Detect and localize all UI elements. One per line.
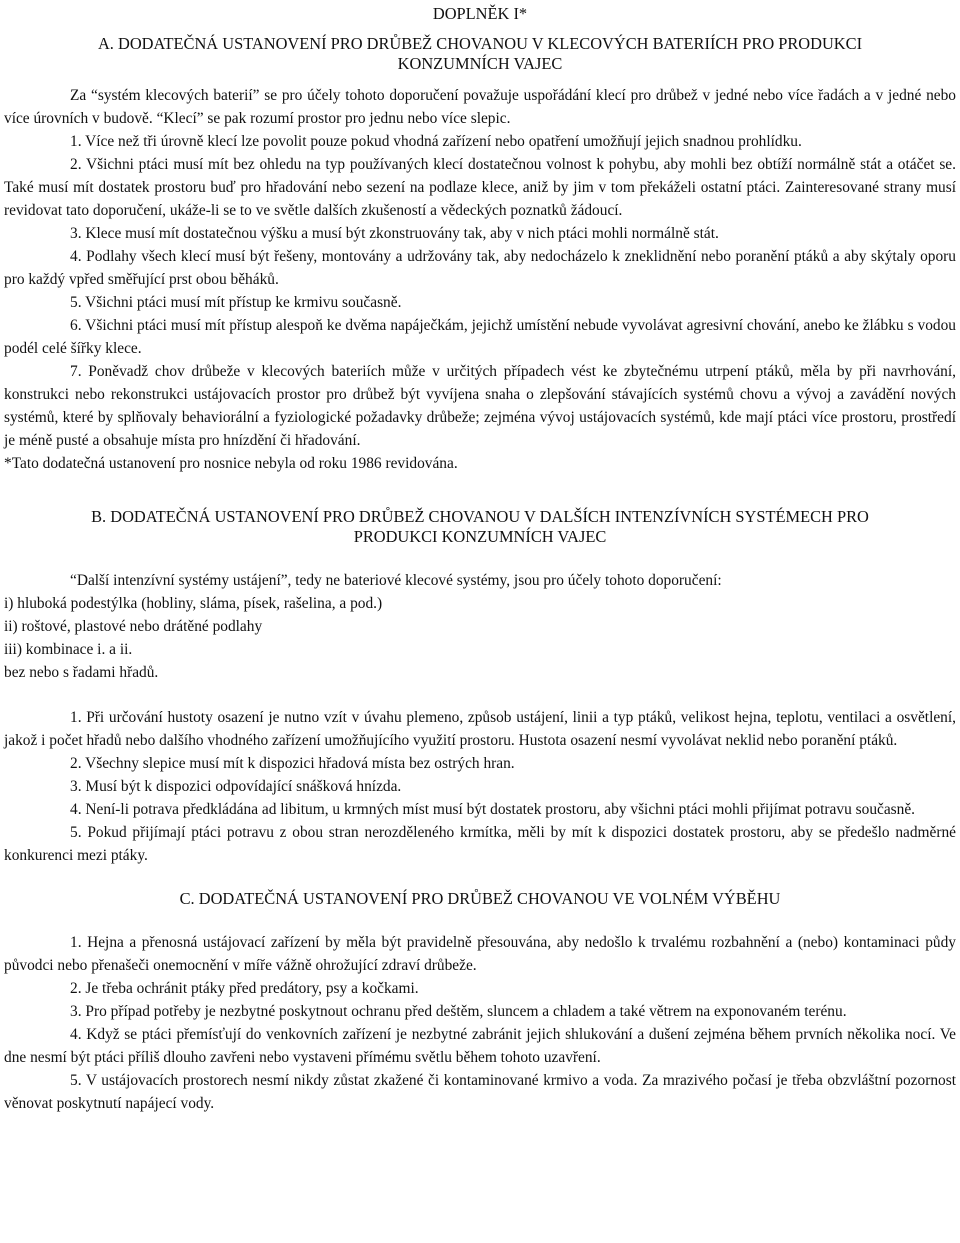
spacer — [4, 867, 956, 889]
section-a-item-4: 4. Podlahy všech klecí musí být řešeny, montovány a udržovány tak, aby nedocházelo k zneklidnění nebo poranění ptáků a aby skýtaly oporu pro každý vpřed směřující prst obou běháků. — [4, 248, 956, 288]
section-b — [4, 507, 956, 867]
section-b-list-item: bez nebo s řadami hřadů. — [4, 664, 159, 681]
section-b-item-1: 1. Při určování hustoty osazení je nutno vzít v úvahu plemeno, způsob ustájení, linii a typ ptáků, velikost hejna, teplotu, ventilaci a osvětlení, jakož i počet hřadů nebo dalšího vhodného zařízení umožňujícího využití prostoru. Hustota osazení nesmí vyvolávat neklid nebo poranění ptáků. — [4, 709, 956, 749]
spacer — [4, 909, 956, 931]
section-b-list-item: i) hluboká podestýlka (hobliny, sláma, písek, rašelina, a pod.) — [4, 595, 383, 612]
section-c-item-5: 5. V ustájovacích prostorech nesmí nikdy zůstat zkažené či kontaminované krmivo a voda. Za mrazivého počasí je třeba obzvláštní pozornost věnovat poskytnutí napájecí vody. — [4, 1072, 956, 1112]
spacer — [4, 684, 956, 706]
section-a-item-7: 7. Poněvadž chov drůbeže v klecových bateriích může v určitých případech vést ke zbytečnému utrpení ptáků, měla by při navrhování, konstrukci nebo rekonstrukci ustájovacích prostor pro drůbež být vyvíjena snaha o zlepšování stávajících systémů chovu a vývoj a zavádění nových systémů, které by splňovaly behaviorální a fyziologické požadavky drůbeže; zejména vývoj ustájovacích systémů, kde mají ptáci více prostoru, prostředí je méně pusté a obsahuje místa pro hnízdění či hřadování. — [4, 363, 956, 449]
section-b-list-item: ii) roštové, plastové nebo drátěné podlahy — [4, 618, 263, 635]
section-b-item-2: 2. Všechny slepice musí mít k dispozici hřadová místa bez ostrých hran. — [70, 755, 515, 772]
section-a-title-line2: KONZUMNÍCH VAJEC — [397, 54, 563, 73]
section-b-title-line2: PRODUKCI KONZUMNÍCH VAJEC — [353, 527, 607, 546]
section-a-intro: Za “systém klecových baterií” se pro účely tohoto doporučení považuje uspořádání klecí pro drůbež v jedné nebo více řadách a v jedné nebo více úrovních v budově. “Klecí” se pak rozumí prostor pro jednu nebo více slepic. — [4, 87, 956, 127]
section-c-item-4: 4. Když se ptáci přemísťují do venkovních zařízení je nezbytné zabránit jejich shlukování a dušení zejména během prvních několika nocí. Ve dne nesmí být ptáci příliš dlouho zavřeni nebo vystaveni přímému světlu během tohoto uzavření. — [4, 1026, 956, 1066]
section-c-title: C. DODATEČNÁ USTANOVENÍ PRO DRŮBEŽ CHOVANOU VE VOLNÉM VÝBĚHU — [179, 889, 781, 908]
section-b-title-line1: B. DODATEČNÁ USTANOVENÍ PRO DRŮBEŽ CHOVANOU V DALŠÍCH INTENZÍVNÍCH SYSTÉMECH PRO — [91, 507, 869, 526]
section-a-item-1: 1. Více než tři úrovně klecí lze povolit pouze pokud vhodná zařízení nebo opatření umožňují jejich snadnou prohlídku. — [70, 133, 802, 150]
section-a-item-6: 6. Všichni ptáci musí mít přístup alespoň ke dvěma napáječkám, jejichž umístění nebude vyvolávat agresivní chování, anebo ke žlábku s vodou podél celé šířky klece. — [4, 317, 956, 357]
section-c-item-3: 3. Pro případ potřeby je nezbytné poskytnout ochranu před deštěm, sluncem a chladem a také větrem na exponovaném terénu. — [70, 1003, 847, 1020]
section-a-item-5: 5. Všichni ptáci musí mít přístup ke krmivu současně. — [70, 294, 402, 311]
document-title: DOPLNĚK I* — [432, 4, 528, 23]
section-a-item-3: 3. Klece musí mít dostatečnou výšku a musí být zkonstruovány tak, aby v nich ptáci mohli normálně stát. — [70, 225, 719, 242]
section-b-item-4: 4. Není-li potrava předkládána ad libitum, u krmných míst musí být dostatek prostoru, aby všichni ptáci mohli přijímat potravu současně. — [70, 801, 916, 818]
section-b-item-3: 3. Musí být k dispozici odpovídající snášková hnízda. — [70, 778, 402, 795]
document-page — [4, 4, 956, 1115]
section-a-title-line1: A. DODATEČNÁ USTANOVENÍ PRO DRŮBEŽ CHOVANOU V KLECOVÝCH BATERIÍCH PRO PRODUKCI — [97, 34, 863, 53]
section-a-item-2: 2. Všichni ptáci musí mít bez ohledu na typ používaných klecí dostatečnou volnost k pohybu, aby mohli bez obtíží normálně stát a otáčet se. Také musí mít dostatek prostoru buď pro hřadování nebo sezení na podlaze klece, aniž by jim v tom překáželi ostatní ptáci. Zainteresované strany musí revidovat tato doporučení, ukáže-li se to ve světle dalších zkušeností a vědeckých poznatků žádoucí. — [4, 156, 956, 219]
section-b-list-item: iii) kombinace i. a ii. — [4, 641, 133, 658]
spacer — [4, 475, 956, 507]
spacer — [4, 24, 956, 34]
section-b-item-5: 5. Pokud přijímají ptáci potravu z obou stran nerozděleného krmítka, měli by mít k dispozici dostatek prostoru, aby se předešlo nadměrné konkurenci mezi ptáky. — [4, 824, 956, 864]
section-a — [4, 34, 956, 475]
spacer — [4, 547, 956, 569]
spacer — [4, 74, 956, 84]
section-c-item-2: 2. Je třeba ochránit ptáky před predátory, psy a kočkami. — [70, 980, 419, 997]
section-c — [4, 889, 956, 1115]
section-c-item-1: 1. Hejna a přenosná ustájovací zařízení by měla být pravidelně přesouvána, aby nedošlo k trvalému rozbahnění a (nebo) kontaminaci půdy původci nebo přenašeči onemocnění v míře vážně ohrožující zdraví drůbeže. — [4, 934, 956, 974]
section-a-footnote: *Tato dodatečná ustanovení pro nosnice nebyla od roku 1986 revidována. — [4, 455, 458, 472]
section-b-intro: “Další intenzívní systémy ustájení”, tedy ne bateriové klecové systémy, jsou pro účely tohoto doporučení: — [70, 572, 722, 589]
